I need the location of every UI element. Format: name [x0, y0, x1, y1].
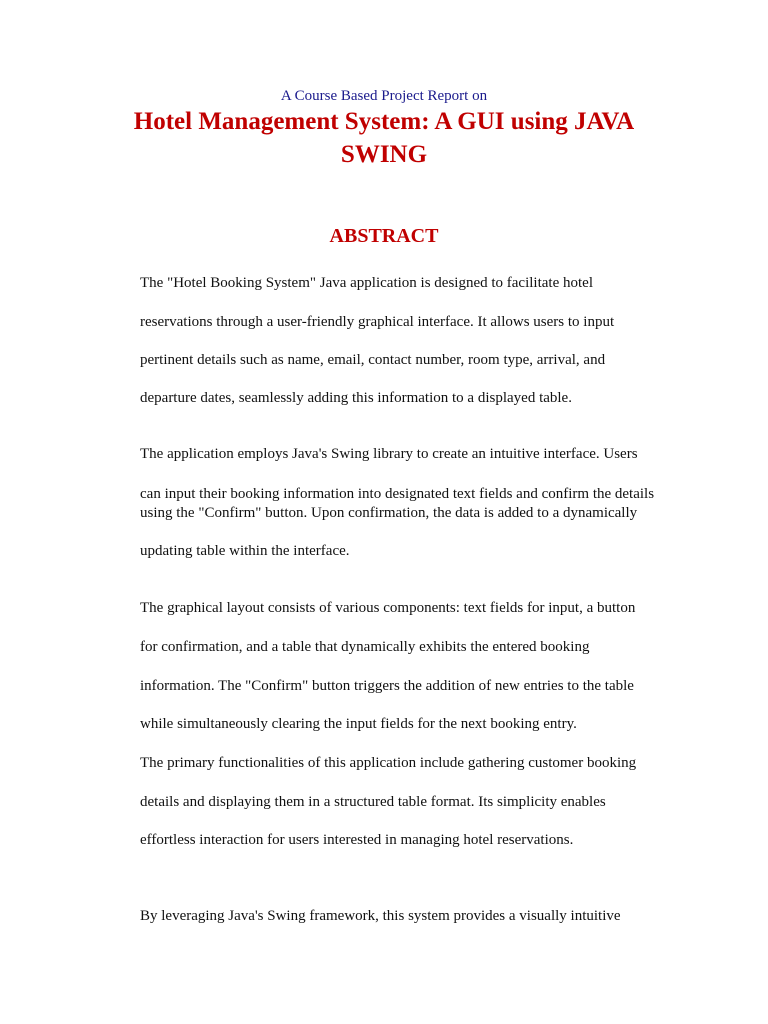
paragraph-2-line: The application employs Java's Swing library to create an intuitive interface. Users [140, 446, 638, 462]
report-subtitle: A Course Based Project Report on [280, 88, 488, 104]
paragraph-1-line: The "Hotel Booking System" Java application is designed to facilitate hotel [140, 275, 593, 291]
report-title-line-1: Hotel Management System: A GUI using JAVA [133, 108, 635, 135]
paragraph-3-line: information. The "Confirm" button triggers the addition of new entries to the table [140, 678, 634, 694]
paragraph-2-line: can input their booking information into designated text fields and confirm the details [140, 486, 655, 502]
paragraph-1-line: departure dates, seamlessly adding this information to a displayed table. [140, 390, 572, 406]
paragraph-3-line: The graphical layout consists of various components: text fields for input, a button [140, 600, 636, 616]
paragraph-5-line: By leveraging Java's Swing framework, this system provides a visually intuitive [140, 908, 621, 924]
paragraph-3-line: for confirmation, and a table that dynamically exhibits the entered booking [140, 639, 590, 655]
paragraph-2-line: updating table within the interface. [140, 543, 350, 559]
paragraph-2-line: using the "Confirm" button. Upon confirmation, the data is added to a dynamically [140, 505, 638, 521]
paragraph-4-line: details and displaying them in a structured table format. Its simplicity enables [140, 794, 606, 810]
paragraph-4-line: effortless interaction for users interested in managing hotel reservations. [140, 832, 574, 848]
paragraph-4-line: The primary functionalities of this application include gathering customer booking [140, 755, 637, 771]
report-title-line-2: SWING [340, 141, 428, 168]
paragraph-3-line: while simultaneously clearing the input fields for the next booking entry. [140, 716, 577, 732]
paragraph-1-line: pertinent details such as name, email, contact number, room type, arrival, and [140, 352, 606, 368]
paragraph-1-line: reservations through a user-friendly graphical interface. It allows users to input [140, 314, 615, 330]
abstract-heading: ABSTRACT [329, 225, 439, 247]
